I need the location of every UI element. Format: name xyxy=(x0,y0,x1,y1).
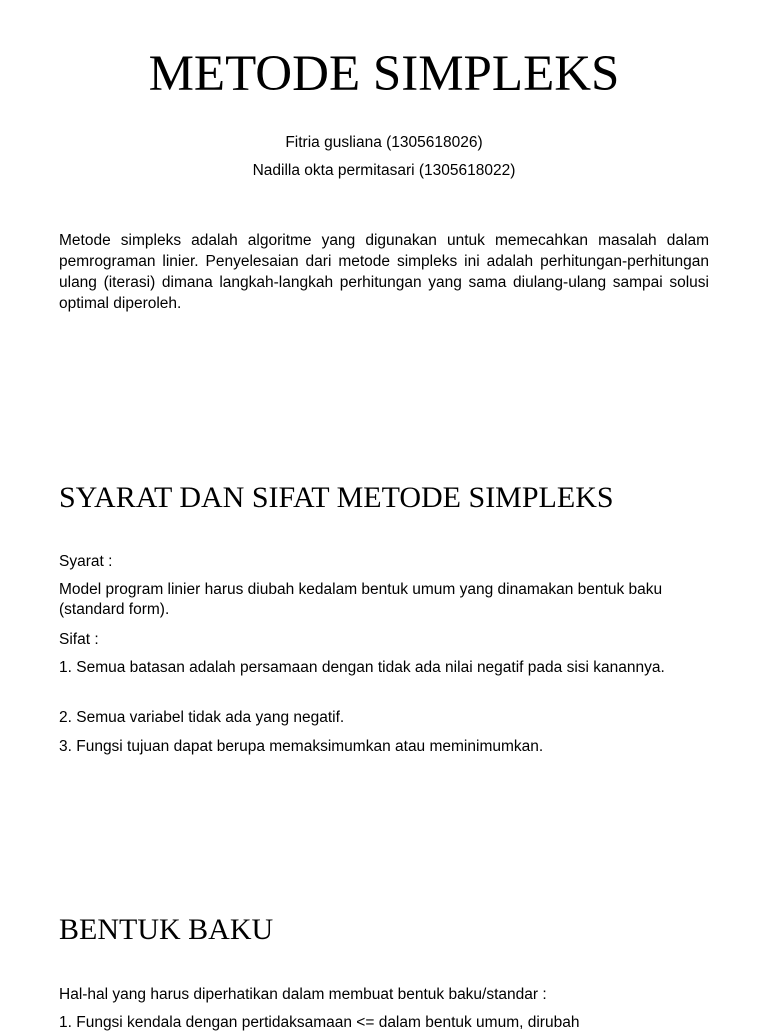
intro-paragraph: Metode simpleks adalah algoritme yang digunakan untuk memecahkan masalah dalam pemrograman linier. Penyelesaian dari metode simpleks ini adalah perhitungan-perhitungan ulang (iterasi) dimana langkah-langkah perhitungan yang sama diulang-ulang sampai solusi optimal diperoleh. xyxy=(59,232,709,312)
syarat-label: Syarat : xyxy=(59,553,113,570)
sifat-list-item: 3. Fungsi tujuan dapat berupa memaksimumkan atau meminimumkan. xyxy=(59,738,544,755)
sifat-list-item: 1. Semua batasan adalah persamaan dengan tidak ada nilai negatif pada sisi kanannya. xyxy=(59,659,665,676)
section-heading-bentuk-baku: BENTUK BAKU xyxy=(59,913,274,946)
sifat-list-item: 2. Semua variabel tidak ada yang negatif. xyxy=(59,709,345,726)
author-line: Nadilla okta permitasari (1305618022) xyxy=(252,162,516,179)
document-title: METODE SIMPLEKS xyxy=(148,46,620,102)
bentuk-intro-paragraph: Hal-hal yang harus diperhatikan dalam membuat bentuk baku/standar : xyxy=(59,986,547,1003)
sifat-label: Sifat : xyxy=(59,631,99,648)
bentuk-list-item: 1. Fungsi kendala dengan pertidaksamaan <= dalam bentuk umum, dirubah xyxy=(59,1014,580,1031)
syarat-paragraph: Model program linier harus diubah kedalam bentuk umum yang dinamakan bentuk baku (standard form). xyxy=(59,581,663,618)
author-line: Fitria gusliana (1305618026) xyxy=(285,134,483,151)
section-heading-syarat-sifat: SYARAT DAN SIFAT METODE SIMPLEKS xyxy=(59,481,614,514)
